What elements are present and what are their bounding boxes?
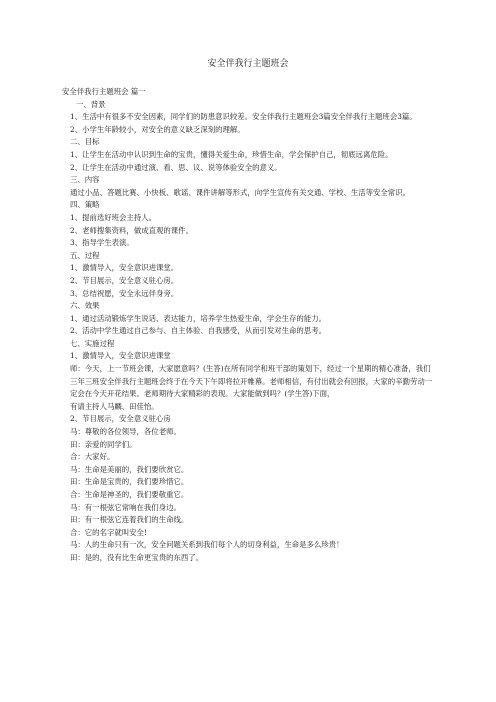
paragraph-line: 2、活动中学生通过自己参与、自主体验、自我感受，从而引发对生命的思考。	[70, 326, 326, 336]
paragraph-line: 安全伴我行主题班会 篇一	[62, 87, 146, 96]
paragraph-line: 2、节目展示，安全意义驻心房。	[70, 275, 179, 285]
paragraph-line: 七、实施过程	[70, 338, 115, 348]
paragraph-line: 2、节目展示，安全意义驻心房	[70, 414, 171, 424]
paragraph-line: 师：今天，上一节班会课，大家愿意吗？(生答)在所有同学和班干部的策划下，经过一个星期的精心准备，我们三年三班安全伴我行主题班会终于在今天下午即将拉开帷幕。老师相信，有付出就会有回报，大家的辛勤劳动一定会在今天开花结果。老师期待大家精彩的表现。大家能做到吗？(学生答)下面，	[70, 364, 433, 399]
paragraph-line: 马：生命是美丽的，我们要欣赏它。	[70, 464, 189, 474]
paragraph-line: 马：尊敬的各位领导，各位老师。	[70, 427, 181, 437]
paragraph-line: 一、背景	[76, 99, 106, 109]
paragraph-line: 三、内容	[70, 175, 100, 185]
paragraph-line: 1、提前选好班会主持人。	[70, 212, 157, 222]
paragraph-line: 有请主持人马麟、田佳怡。	[70, 401, 159, 411]
paragraph-line: 1、让学生在活动中认识到生命的宝贵，懂得关爱生命，珍惜生命，学会保护自己，彻底远离危险。	[70, 149, 393, 159]
paragraph-line: 2、让学生在活动中通过演、看、思、议、说等体验安全的意义。	[70, 162, 282, 172]
paragraph-line: 田：有一根弦它连着我们的生命线。	[70, 515, 189, 525]
paragraph-line: 1、激情导入，安全意识进课堂。	[70, 263, 179, 273]
paragraph-line: 1、生活中有很多不安全因素，同学们的防患意识较差。安全伴我行主题班会3篇安全伴我行主题班会3篇。	[70, 112, 417, 122]
paragraph-line: 3、总结祝愿，安全永远伴身旁。	[70, 288, 179, 298]
paragraph-line: 2、老师搜集资料，做成直观的课件。	[70, 225, 193, 235]
paragraph-line: 合：生命是神圣的，我们要敬重它。	[70, 490, 189, 499]
paragraph-line: 田：亲爱的同学们。	[70, 439, 137, 449]
paragraph-line: 马：有一根弦它常响在我们身边。	[70, 502, 181, 512]
document-title: 安全伴我行主题班会	[207, 59, 289, 69]
paragraph-line: 1、通过活动锻炼学生说话、表达能力，培养学生热爱生命，学会生存的能力。	[70, 313, 326, 323]
paragraph-line: 四、策略	[70, 200, 100, 210]
paragraph-line: 田：是的，没有比生命更宝贵的东西了。	[70, 552, 204, 562]
paragraph-line: 3、指导学生表演。	[70, 238, 134, 248]
paragraph-line: 五、过程	[70, 250, 100, 260]
paragraph-line: 田：生命是宝贵的，我们要珍惜它。	[70, 477, 189, 487]
paragraph-line: 1、激情导入，安全意识进课堂	[70, 351, 171, 361]
paragraph-line: 六、效果	[70, 301, 100, 311]
paragraph-line: 通过小品、答题比赛、小快板、歌谣、课件讲解等形式，向学生宣传有关交通、学校、生活等安全常识。	[70, 187, 410, 197]
paragraph-line: 合：它的名字就叫安全!	[70, 527, 147, 537]
document-body	[62, 86, 434, 565]
paragraph-line: 二、目标	[70, 137, 100, 147]
paragraph-line: 马：人的生命只有一次，安全问题关系到我们每个人的切身利益，生命是多么珍贵！	[70, 540, 344, 550]
paragraph-line: 2、小学生年龄较小，对安全的意义缺乏深刻的理解。	[70, 124, 245, 134]
paragraph-line: 合：大家好。	[70, 452, 115, 462]
